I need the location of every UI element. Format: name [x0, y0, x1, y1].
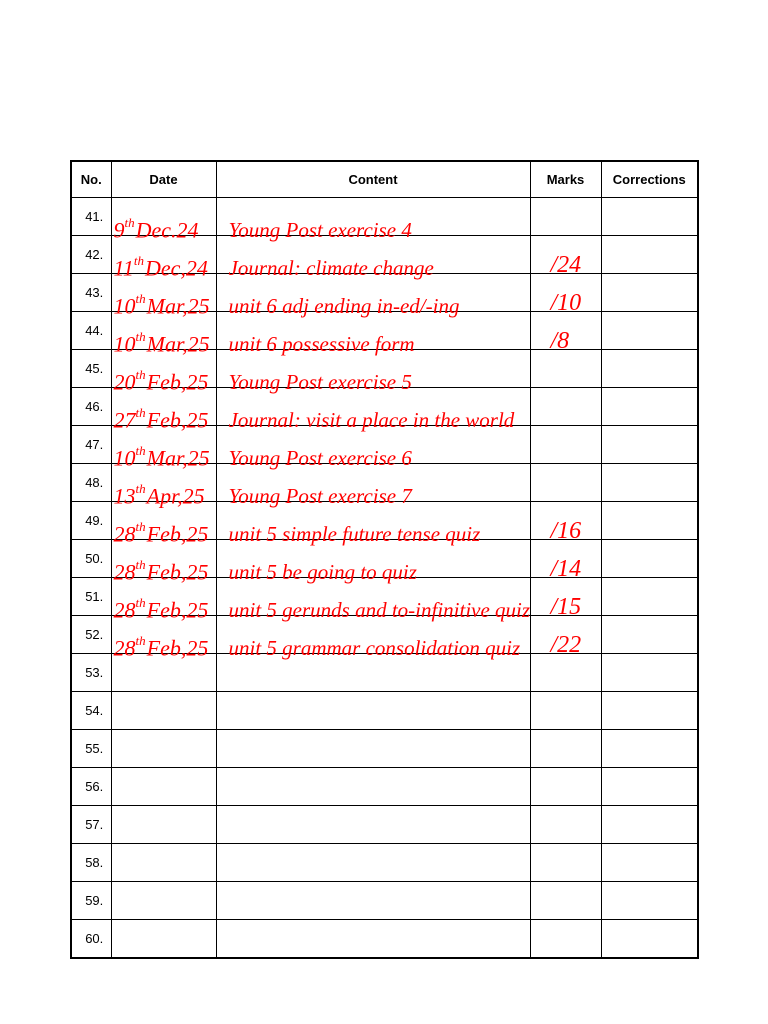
table-body: [71, 198, 698, 959]
date-month-year: Mar,25: [146, 331, 210, 356]
marks-cell: [530, 654, 601, 692]
corrections-cell: [601, 274, 698, 312]
content-entry: Journal: visit a place in the world: [228, 408, 515, 432]
marks-cell: [530, 730, 601, 768]
content-entry: unit 6 adj ending in-ed/-ing: [228, 294, 460, 318]
table-row: [71, 920, 698, 959]
corrections-cell: [601, 692, 698, 730]
corrections-cell: [601, 768, 698, 806]
header-date: Date: [111, 161, 216, 198]
date-month-year: Feb,25: [146, 597, 209, 622]
date-cell: [111, 692, 216, 730]
date-month-year: Feb,25: [146, 407, 209, 432]
date-month-year: Dec.24: [135, 217, 199, 242]
content-entry: Young Post exercise 6: [228, 446, 412, 470]
row-number: 56.: [71, 768, 111, 806]
marks-cell: [530, 920, 601, 959]
row-number: 49.: [71, 502, 111, 540]
date-day: 20: [113, 369, 136, 394]
marks-cell: [530, 806, 601, 844]
date-suffix: th: [133, 252, 144, 268]
corrections-cell: [601, 920, 698, 959]
date-suffix: th: [124, 214, 135, 230]
marks-cell: [530, 312, 601, 354]
row-number: 45.: [71, 350, 111, 388]
marks-entry: /8: [550, 328, 570, 354]
date-entry: [113, 404, 209, 432]
row-number: 59.: [71, 882, 111, 920]
row-number: 48.: [71, 464, 111, 502]
corrections-cell: [601, 502, 698, 540]
content-entry: unit 5 gerunds and to-infinitive quiz: [228, 598, 531, 622]
table-row: [71, 844, 698, 882]
date-entry: [113, 480, 205, 508]
date-entry: [113, 556, 209, 584]
date-suffix: th: [135, 366, 146, 382]
date-entry: [113, 366, 209, 394]
marks-cell: [530, 882, 601, 920]
content-cell: [216, 844, 530, 882]
content-entry: unit 5 grammar consolidation quiz: [228, 636, 521, 660]
date-suffix: th: [135, 480, 146, 496]
content-entry: Young Post exercise 4: [228, 218, 412, 242]
date-entry: [113, 252, 208, 280]
marks-cell: [530, 350, 601, 388]
corrections-cell: [601, 730, 698, 768]
date-entry: [113, 594, 209, 622]
date-cell: [111, 882, 216, 920]
row-number: 54.: [71, 692, 111, 730]
date-cell: [111, 768, 216, 806]
corrections-cell: [601, 312, 698, 350]
table-row: [71, 768, 698, 806]
content-cell: [216, 730, 530, 768]
date-suffix: th: [135, 404, 146, 420]
marks-entry: /24: [550, 252, 582, 278]
marks-cell: [530, 578, 601, 620]
corrections-cell: [601, 388, 698, 426]
marks-cell: [530, 616, 601, 658]
row-number: 51.: [71, 578, 111, 616]
date-entry: [113, 518, 209, 546]
header-corrections: Corrections: [601, 161, 698, 198]
content-entry: unit 5 be going to quiz: [228, 560, 417, 584]
table-row: [71, 806, 698, 844]
table-row: [71, 882, 698, 920]
date-suffix: th: [135, 556, 146, 572]
row-number: 42.: [71, 236, 111, 274]
date-month-year: Dec,24: [145, 255, 208, 280]
date-entry: [113, 290, 210, 318]
date-suffix: th: [135, 632, 146, 648]
marks-entry: /22: [550, 632, 582, 658]
marks-cell: [530, 692, 601, 730]
row-number: 58.: [71, 844, 111, 882]
corrections-cell: [601, 806, 698, 844]
date-day: 28: [113, 521, 136, 546]
row-number: 55.: [71, 730, 111, 768]
corrections-cell: [601, 882, 698, 920]
date-entry: [113, 442, 210, 470]
content-entry: unit 5 simple future tense quiz: [228, 522, 481, 546]
marks-cell: [530, 540, 601, 582]
corrections-cell: [601, 350, 698, 388]
marks-entry: /14: [550, 556, 582, 582]
marks-cell: [530, 426, 601, 464]
date-cell: [111, 730, 216, 768]
marks-entry: /10: [550, 290, 582, 316]
date-month-year: Apr,25: [146, 483, 205, 508]
row-number: 47.: [71, 426, 111, 464]
date-day: 10: [113, 331, 136, 356]
content-entry: Journal: climate change: [228, 256, 434, 280]
content-entry: Young Post exercise 5: [228, 370, 412, 394]
corrections-cell: [601, 844, 698, 882]
date-day: 28: [113, 597, 136, 622]
content-cell: [216, 806, 530, 844]
date-month-year: Feb,25: [146, 559, 209, 584]
date-day: 9: [113, 217, 125, 242]
corrections-cell: [601, 540, 698, 578]
date-cell: [111, 844, 216, 882]
marks-cell: [530, 198, 601, 236]
row-number: 46.: [71, 388, 111, 426]
date-day: 10: [113, 293, 136, 318]
row-number: 50.: [71, 540, 111, 578]
date-suffix: th: [135, 518, 146, 534]
row-number: 41.: [71, 198, 111, 236]
date-day: 28: [113, 559, 136, 584]
row-number: 44.: [71, 312, 111, 350]
content-cell: [216, 920, 530, 959]
date-suffix: th: [135, 328, 146, 344]
date-suffix: th: [135, 442, 146, 458]
content-cell: [216, 198, 530, 242]
date-month-year: Mar,25: [146, 445, 210, 470]
header-row: [71, 161, 698, 198]
date-cell: [111, 198, 216, 242]
date-entry: [113, 328, 210, 356]
marks-cell: [530, 464, 601, 502]
marks-cell: [530, 388, 601, 426]
date-day: 27: [113, 407, 136, 432]
table-row: [71, 692, 698, 730]
corrections-cell: [601, 578, 698, 616]
date-suffix: th: [135, 290, 146, 306]
row-number: 43.: [71, 274, 111, 312]
corrections-cell: [601, 198, 698, 236]
content-cell: [216, 768, 530, 806]
date-month-year: Feb,25: [146, 635, 209, 660]
corrections-cell: [601, 654, 698, 692]
date-day: 11: [113, 255, 134, 280]
record-table: [70, 160, 699, 959]
date-month-year: Feb,25: [146, 369, 209, 394]
date-day: 10: [113, 445, 136, 470]
row-number: 52.: [71, 616, 111, 654]
corrections-cell: [601, 464, 698, 502]
marks-cell: [530, 502, 601, 544]
header-no: No.: [71, 161, 111, 198]
marks-cell: [530, 274, 601, 316]
date-cell: [111, 806, 216, 844]
marks-cell: [530, 768, 601, 806]
corrections-cell: [601, 616, 698, 654]
marks-cell: [530, 844, 601, 882]
corrections-cell: [601, 236, 698, 274]
content-cell: [216, 692, 530, 730]
content-cell: [216, 882, 530, 920]
marks-entry: /15: [550, 594, 582, 620]
content-entry: Young Post exercise 7: [228, 484, 412, 508]
date-entry: [113, 214, 199, 242]
date-suffix: th: [135, 594, 146, 610]
date-month-year: Feb,25: [146, 521, 209, 546]
date-day: 13: [113, 483, 136, 508]
marks-entry: /16: [550, 518, 582, 544]
marks-cell: [530, 236, 601, 278]
date-entry: [113, 632, 209, 660]
header-marks: Marks: [530, 161, 601, 198]
table-row: [71, 730, 698, 768]
content-entry: unit 6 possessive form: [228, 332, 415, 356]
row-number: 60.: [71, 920, 111, 959]
date-day: 28: [113, 635, 136, 660]
table-row: [71, 198, 698, 236]
date-month-year: Mar,25: [146, 293, 210, 318]
row-number: 53.: [71, 654, 111, 692]
row-number: 57.: [71, 806, 111, 844]
date-cell: [111, 920, 216, 959]
corrections-cell: [601, 426, 698, 464]
header-content: Content: [216, 161, 530, 198]
